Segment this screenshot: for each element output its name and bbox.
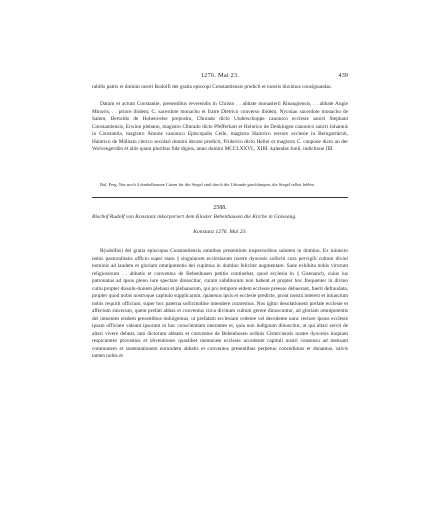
section-divider bbox=[92, 197, 348, 198]
running-head-date: 1276. Mai 23. bbox=[200, 72, 240, 79]
dateline: Konstanz 1276. Mai 23. bbox=[193, 229, 247, 235]
page-number: 439 bbox=[338, 72, 348, 79]
divider-line bbox=[92, 197, 348, 198]
dating-clause: Datum et actum Constantie, presentibus reverendis in Christo . . abbate monasterii Rinaugiensis, . . abbate Augie Minoris, . . priore ibidem, C. sacerdote monacho et fratre Dietrico converso ibidem, Nycolao sacerdote monacho de Salem, Bertoldo de Hohenvelse preposito, Cħnrado dicto Underschoppe canonico ecclesie sancti Stephani Constantiensis, Erwino plebano, magistro Cħnrado dicto Pfefferhart et Heinrico de Denkingen canonico sancti Johannis in Constantia, magistro Amone canonico Episcopalis Celle, magistro Hainrico rectore ecclesie in Berngartüruti, Hainrico de Mülhain clerico seculari domini decani predicti, Friderico dicto Heller et magistro C. caupone dicto an der Wolvengerdön et aliis quam pluribus fide dignis, anno domini MCCLXXVI., XIIII. kalendas Junii, indictione IIII. bbox=[92, 101, 348, 152]
document-heading-block bbox=[92, 214, 348, 222]
continuation-paragraph: rabilis patris et domini nostri Rudolfi dei gratia episcopi Constantiensis predicti et nostris duximus consignandas. bbox=[92, 84, 332, 90]
dating-clause-block bbox=[92, 101, 348, 154]
document-number-block bbox=[92, 204, 348, 212]
dateline-block bbox=[92, 228, 348, 236]
document-heading: Bischof Rudolf von Konstanz inkorporiert dem Kloster Bebenhausen die Kirche in Gniseang. bbox=[92, 214, 297, 220]
document-number: 2588. bbox=[213, 205, 227, 211]
footnote: Bal. Perg. Nur noch 4 dunkelbraune Litzen für die Siegel sind durch die Urkunde geschlungen, die Siegel selbst fehlen. bbox=[100, 182, 315, 187]
main-text-block bbox=[92, 248, 348, 361]
footnote-block bbox=[92, 182, 348, 188]
main-text: R(udolfus) dei gratia episcopus Constantiensis omnibus presentium inspectoribus salutem in domino. Ex iniuncto nobis pastoralitatis officio super statu || singularum ecclesiarum nostre dyocesis solliciti cura pervigili cultum divini nominis ad laudem et gloriam omnipotentis dei cupimus in domino feliciter augmentare. Sane exhibita nobis virorum religiosorum . . abbatis et conventus de Bebenhusen petitio continebat, quod ecclesia in || Gisenanch, cuius ius patronatus ad ipsos pleno iure spectare dinoscitur, curam subditorum non habeat et propter hoc frequenter in divino cultu propter dissolu-tionem plebani et plebanorum, qui pro tempore eidem ecclesie preesse debuerant, fuerit defraudata, propter quod nobis nostroque capitulo supplicarunt, quatenus ipsis et ecclesie predicte, prout nostra interest et iniunctum nobis requirit officium, super hoc paterna sollicitudine intendere curaremus. Nos igitur desolationem prefate ecclesie et affectum sincerum, quem prefati abbas et conventus circa divinum cultum gerere dinoscuntur, ad gloriam omnipotentis dei intuentes eisdem presentibus indulgemus, ut prefatam ecclesiam cedente vel decedente nunc rectore ipsius ecclesie ipsam officiare valeant ipsorum in hoc conscientiam onerantes et, quia non indignum dinoscitur, ut qui altari servit de altari vivere debeat, iam dictorum abbatis et conventus de Bebenhusen ordinis Cisterciensis nostre dyocesis inopiam respicientes proventus et obventiones quaslibet memorate ecclesie accedente capituli nostri consensu ad mensam communem et sustentationem eorundem abbatis et conventus presentibus perpetuo concedimus et donamus, salvis tamen nobis et bbox=[92, 248, 348, 359]
previous-document-ending bbox=[92, 84, 348, 92]
